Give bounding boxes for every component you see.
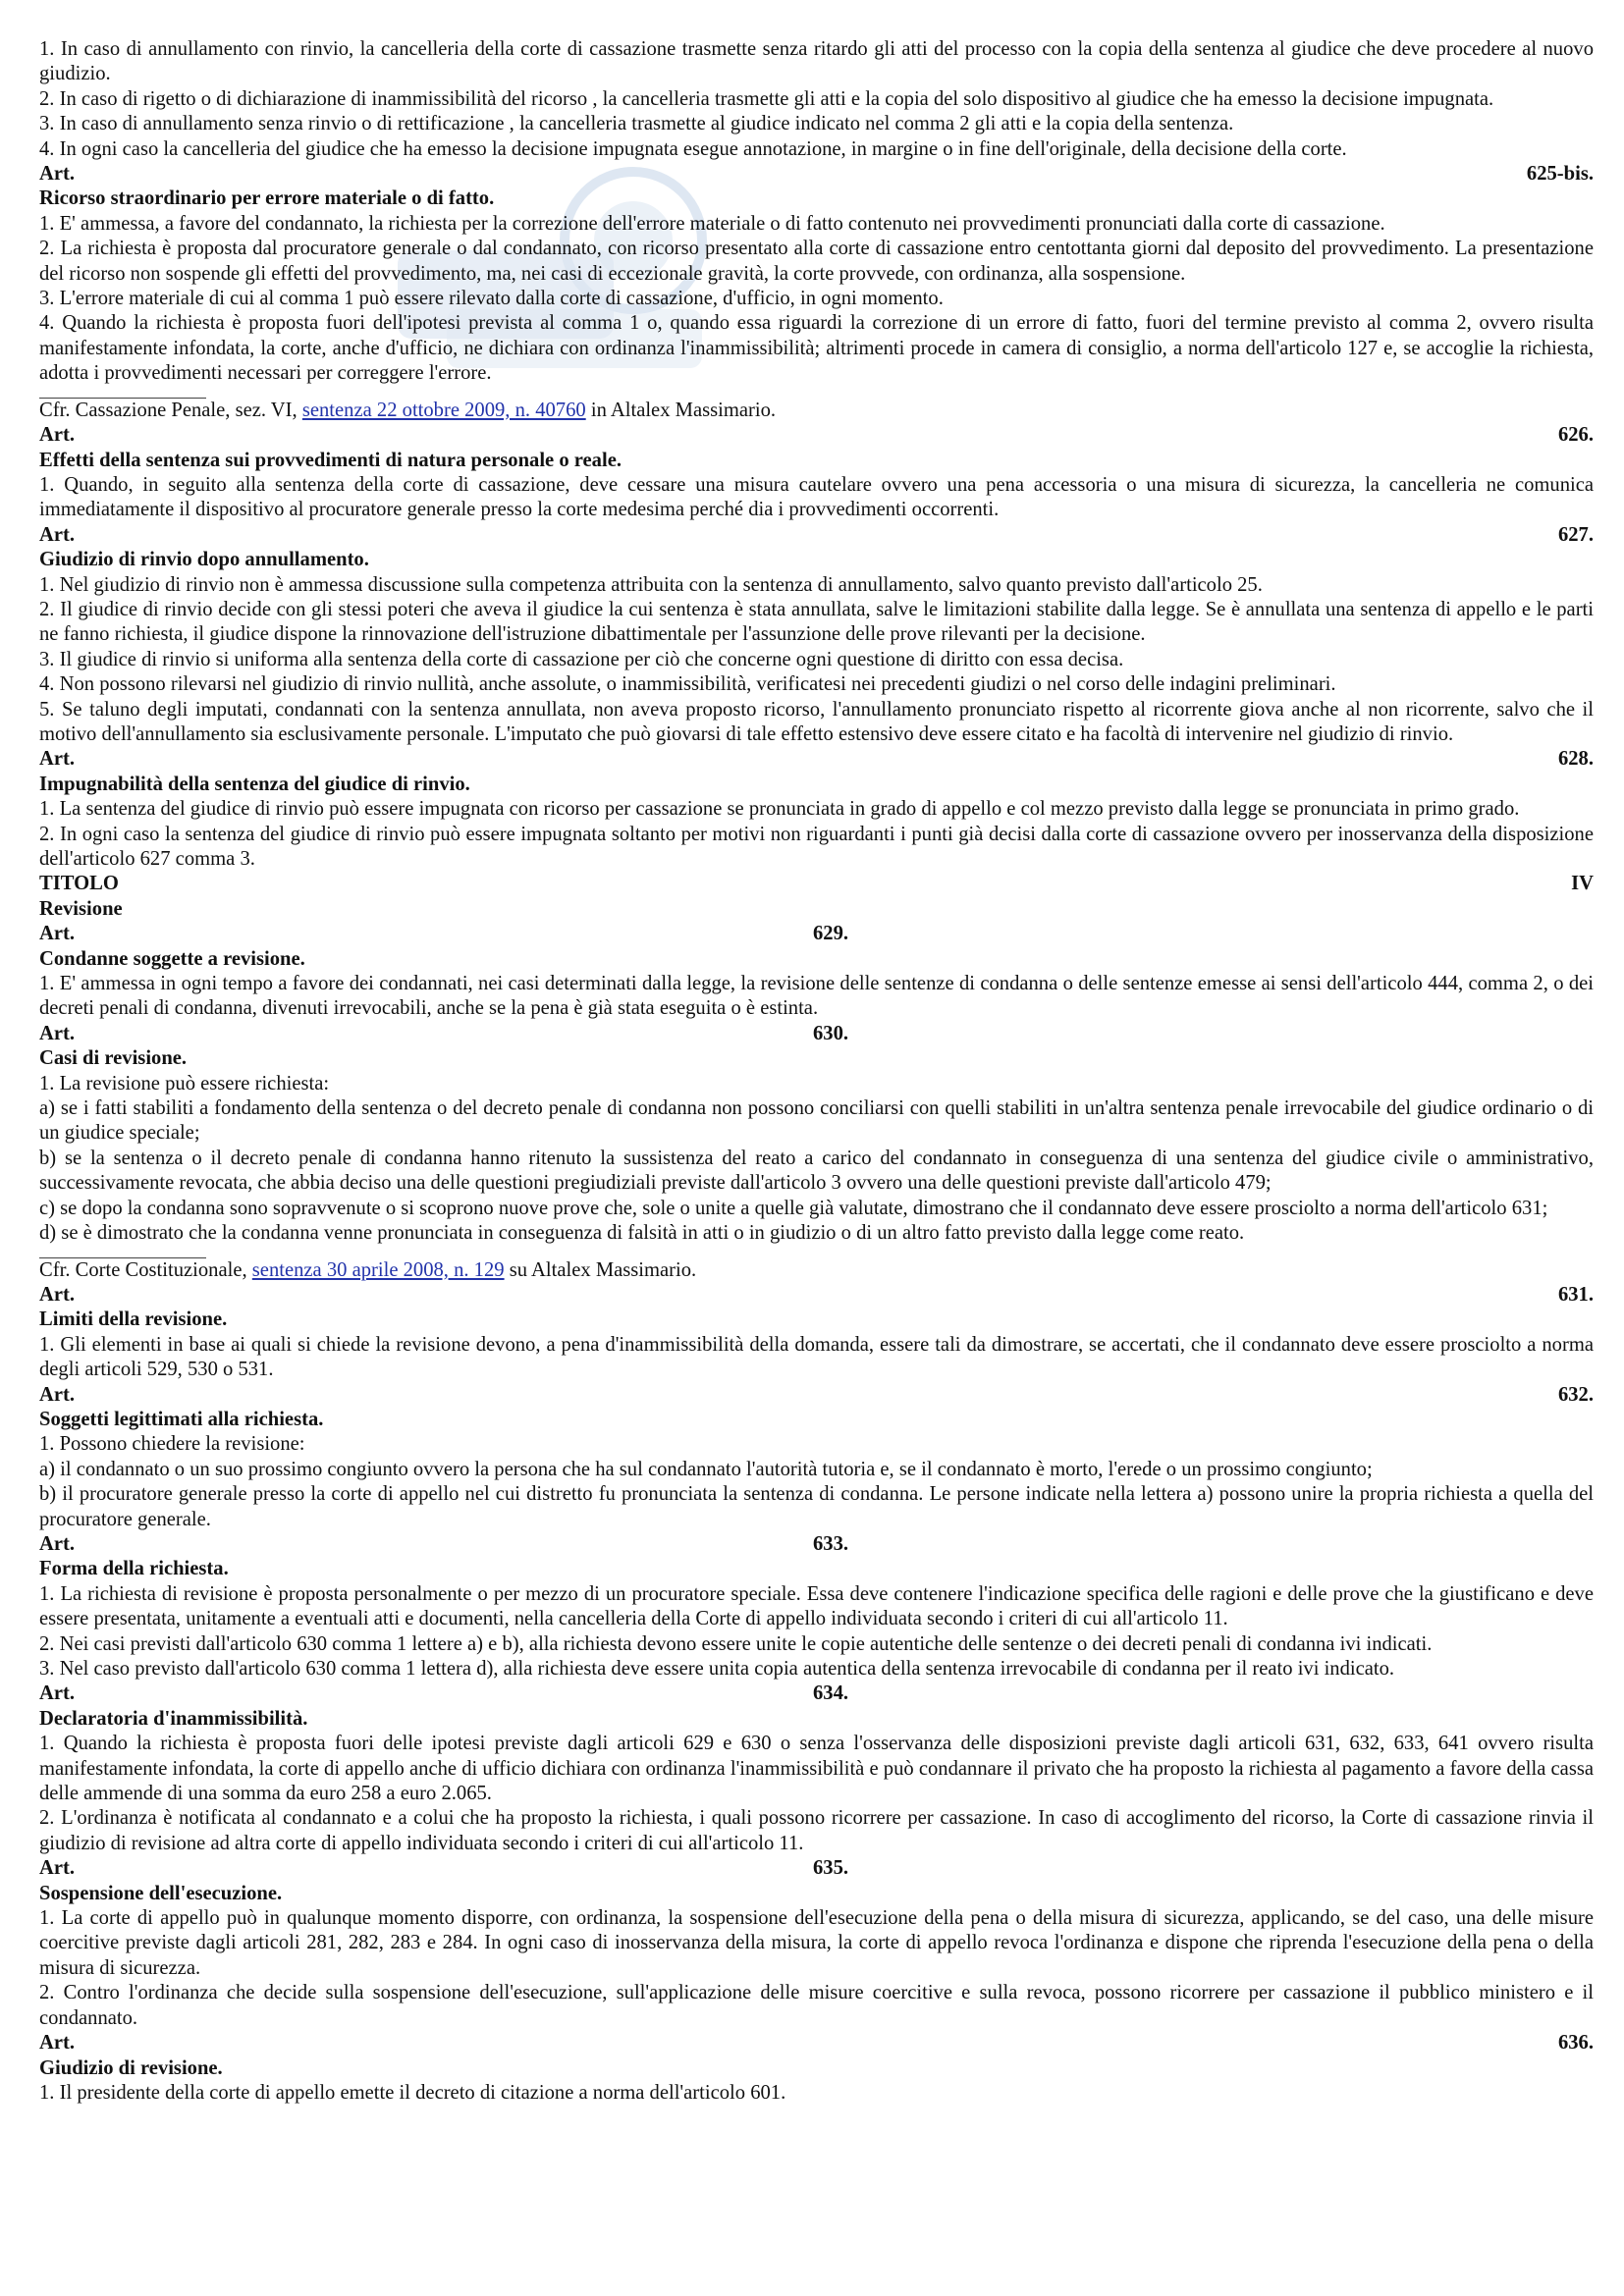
paragraph: 2. Contro l'ordinanza che decide sulla sospensione dell'esecuzione, sull'applicazione delle misure coercitive e sulla revoca, possono ricorrere per cassazione il pubblico ministero e il condannato. xyxy=(39,1982,1594,2029)
article-header xyxy=(39,423,1594,448)
article-title: Limiti della revisione. xyxy=(39,1308,228,1331)
article-number: 633. xyxy=(813,1532,849,1555)
article-title: Forma della richiesta. xyxy=(39,1558,229,1580)
paragraph: 1. Il presidente della corte di appello emette il decreto di citazione a norma dell'articolo 601. xyxy=(39,2081,786,2104)
article-number: 630. xyxy=(813,1022,849,1044)
article-number: 625-bis. xyxy=(1526,163,1594,186)
paragraph: 1. E' ammessa in ogni tempo a favore dei condannati, nei casi determinati dalla legge, la revisione delle sentenze di condanna o delle sentenze emesse ai sensi dell'articolo 444, comma 2, o dei decreti penali di condanna, divenuti irrevocabili, anche se la pena è già stata eseguita o è estinta. xyxy=(39,973,1594,1020)
article-number: 628. xyxy=(1557,748,1594,771)
article-number: 626. xyxy=(1557,424,1594,447)
article-header xyxy=(39,1682,1594,1706)
article-title: Sospensione dell'esecuzione. xyxy=(39,1882,283,1904)
article-title: Ricorso straordinario per errore materiale o di fatto. xyxy=(39,187,495,210)
paragraph: 1. Quando, in seguito alla sentenza della corte di cassazione, deve cessare una misura cautelare ovvero una pena accessoria o una misura di sicurezza, la cancelleria ne comunica immediatamente il dispositivo al procuratore generale presso la corte medesima perché dia i provvedimenti occorrenti. xyxy=(39,473,1594,521)
citation-prefix: Cfr. Corte Costituzionale, xyxy=(39,1258,247,1281)
article-title: Soggetti legittimati alla richiesta. xyxy=(39,1408,324,1430)
article-title: Effetti della sentenza sui provvedimenti di natura personale o reale. xyxy=(39,449,622,471)
paragraph: 1. La revisione può essere richiesta: xyxy=(39,1072,330,1095)
article-header xyxy=(39,922,1594,946)
article-header xyxy=(39,1022,1594,1046)
paragraph: 2. Il giudice di rinvio decide con gli stessi poteri che aveva il giudice la cui sentenza è stata annullata, salve le limitazioni stabilite dalla legge. Se è annullata una sentenza di appello e le parti ne fanno richiesta, il giudice dispone la rinnovazione dell'istruzione dibattimentale per l'assunzione delle prove rilevanti per la decisione. xyxy=(39,598,1594,646)
paragraph: 1. Possono chiedere la revisione: xyxy=(39,1433,305,1456)
article-number: 632. xyxy=(1557,1383,1594,1406)
paragraph: b) il procuratore generale presso la corte di appello nel cui distretto fu pronunciata la sentenza di condanna. Le persone indicate nella lettera a) possono unire la propria richiesta a quella del procuratore generale. xyxy=(39,1483,1594,1530)
article-label: Art. xyxy=(39,523,76,546)
article-label: Art. xyxy=(39,1682,76,1705)
article-header xyxy=(39,2031,1594,2056)
title-label: TITOLO xyxy=(39,873,119,895)
article-label: Art. xyxy=(39,1857,76,1880)
citation-link[interactable]: sentenza 30 aprile 2008, n. 129 xyxy=(251,1258,505,1281)
citation-link[interactable]: sentenza 22 ottobre 2009, n. 40760 xyxy=(301,399,586,421)
article-label: Art. xyxy=(39,1532,76,1555)
article-header xyxy=(39,1532,1594,1557)
paragraph: a) il condannato o un suo prossimo congiunto ovvero la persona che ha sul condannato l'autorità tutoria e, se il condannato è morto, l'erede o un prossimo congiunto; xyxy=(39,1458,1373,1480)
article-label: Art. xyxy=(39,163,76,186)
citation-suffix: su Altalex Massimario. xyxy=(509,1258,697,1281)
article-number: 636. xyxy=(1557,2032,1594,2055)
citation-suffix: in Altalex Massimario. xyxy=(590,399,777,421)
paragraph: a) se i fatti stabiliti a fondamento della sentenza o del decreto penale di condanna non possono conciliarsi con quelli stabiliti in un'altra sentenza penale irrevocabile del giudice ordinario o di un giudice speciale; xyxy=(39,1097,1594,1145)
article-number: 629. xyxy=(813,923,849,945)
article-title: Impugnabilità della sentenza del giudice di rinvio. xyxy=(39,773,470,795)
article-header xyxy=(39,523,1594,548)
paragraph: 1. La sentenza del giudice di rinvio può essere impugnata con ricorso per cassazione se pronunciata in grado di appello e col mezzo previsto dalla legge se pronunciata in primo grado. xyxy=(39,798,1520,821)
article-header xyxy=(39,162,1594,187)
paragraph: 1. Nel giudizio di rinvio non è ammessa discussione sulla competenza attribuita con la sentenza di annullamento, salvo quanto previsto dall'articolo 25. xyxy=(39,573,1263,596)
citation-note xyxy=(39,399,1594,423)
article-title: Casi di revisione. xyxy=(39,1047,188,1070)
article-title: Condanne soggette a revisione. xyxy=(39,947,305,970)
article-number: 631. xyxy=(1557,1283,1594,1306)
title-header xyxy=(39,872,1594,896)
article-label: Art. xyxy=(39,1022,76,1044)
paragraph: 3. L'errore materiale di cui al comma 1 può essere rilevato dalla corte di cassazione, d'ufficio, in ogni momento. xyxy=(39,288,944,310)
paragraph: 3. In caso di annullamento senza rinvio o di rettificazione , la cancelleria trasmette al giudice indicato nel comma 2 gli atti e la copia della sentenza. xyxy=(39,113,1234,135)
paragraph: 2. L'ordinanza è notificata al condannato e a colui che ha proposto la richiesta, i quali possono ricorrere per cassazione. In caso di accoglimento del ricorso, la Corte di cassazione rinvia il giudizio di revisione ad altra corte di appello individuata secondo i criteri di cui all'articolo 11. xyxy=(39,1807,1594,1854)
paragraph: c) se dopo la condanna sono sopravvenute o si scoprono nuove prove che, sole o unite a quelle già valutate, dimostrano che il condannato deve essere prosciolto a norma dell'articolo 631; xyxy=(39,1197,1548,1219)
article-header xyxy=(39,1383,1594,1408)
paragraph: 2. Nei casi previsti dall'articolo 630 comma 1 lettere a) e b), alla richiesta devono essere unite le copie autentiche delle sentenze o dei decreti penali di condanna ivi indicati. xyxy=(39,1632,1433,1655)
art-625-body xyxy=(39,37,1594,162)
paragraph: 1. La richiesta di revisione è proposta personalmente o per mezzo di un procuratore speciale. Essa deve contenere l'indicazione specifica delle ragioni e delle prove che la giustificano e deve essere presentata, unitamente a eventuali atti e documenti, nella cancelleria della Corte di appello individuata secondo i criteri di cui all'articolo 11. xyxy=(39,1582,1594,1630)
paragraph: 4. Non possono rilevarsi nel giudizio di rinvio nullità, anche assolute, o inammissibilità, verificatesi nei precedenti giudizi o nel corso delle indagini preliminari. xyxy=(39,673,1336,696)
paragraph: d) se è dimostrato che la condanna venne pronunciata in conseguenza di falsità in atti o in giudizio o di un altro fatto previsto dalla legge come reato. xyxy=(39,1222,1245,1245)
article-label: Art. xyxy=(39,748,76,771)
article-header xyxy=(39,1856,1594,1881)
article-title: Giudizio di rinvio dopo annullamento. xyxy=(39,549,369,571)
article-label: Art. xyxy=(39,1383,76,1406)
paragraph: 3. Il giudice di rinvio si uniforma alla sentenza della corte di cassazione per ciò che concerne ogni questione di diritto con essa decisa. xyxy=(39,648,1124,670)
paragraph: b) se la sentenza o il decreto penale di condanna hanno ritenuto la sussistenza del reato a carico del condannato in conseguenza di una sentenza del giudice civile o amministrativo, successivamente revocata, che abbia deciso una delle questioni pregiudiziali previste dall'articolo 3 ovvero una delle questioni previste dall'articolo 479; xyxy=(39,1147,1594,1195)
article-label: Art. xyxy=(39,923,76,945)
article-title: Giudizio di revisione. xyxy=(39,2056,223,2079)
paragraph: 2. La richiesta è proposta dal procuratore generale o dal condannato, con ricorso presentato alla corte di cassazione entro centottanta giorni dal deposito del provvedimento. La presentazione del ricorso non sospende gli effetti del provvedimento, ma, nei casi di eccezionale gravità, la corte provvede, con ordinanza, alla sospensione. xyxy=(39,238,1594,285)
title-name: Revisione xyxy=(39,897,123,920)
article-label: Art. xyxy=(39,2032,76,2055)
paragraph: 3. Nel caso previsto dall'articolo 630 comma 1 lettera d), alla richiesta deve essere unita copia autentica della sentenza irrevocabile di condanna per il reato ivi indicato. xyxy=(39,1658,1395,1680)
paragraph: 1. La corte di appello può in qualunque momento disporre, con ordinanza, la sospensione dell'esecuzione della pena o della misura di sicurezza, applicando, se del caso, una delle misure coercitive previste dagli articoli 281, 282, 283 e 284. In ogni caso di inosservanza della misura, la corte di appello revoca l'ordinanza e dispone che riprenda l'esecuzione della pena o della misura di sicurezza. xyxy=(39,1907,1594,1979)
paragraph: 4. In ogni caso la cancelleria del giudice che ha emesso la decisione impugnata esegue annotazione, in margine o in fine dell'originale, della decisione della corte. xyxy=(39,137,1347,160)
title-number: IV xyxy=(1571,873,1594,895)
article-number: 634. xyxy=(813,1682,849,1705)
article-label: Art. xyxy=(39,1283,76,1306)
article-number: 627. xyxy=(1557,523,1594,546)
article-header xyxy=(39,747,1594,772)
document-page xyxy=(39,37,1594,2106)
paragraph: 5. Se taluno degli imputati, condannati con la sentenza annullata, non aveva proposto ricorso, l'annullamento pronunciato rispetto al ricorrente giova anche al non ricorrente, salvo che il motivo dell'annullamento sia esclusivamente personale. L'imputato che può giovarsi di tale effetto estensivo deve essere citato e ha facoltà di intervenire nel giudizio di rinvio. xyxy=(39,698,1594,745)
paragraph: 4. Quando la richiesta è proposta fuori dell'ipotesi prevista al comma 1 o, quando essa riguardi la correzione di un errore di fatto, fuori del termine previsto al comma 2, ovvero risulta manifestamente infondata, la corte, anche d'ufficio, ne dichiara con ordinanza l'inammissibilità; altrimenti procede in camera di consiglio, a norma dell'articolo 127 e, se accoglie la richiesta, adotta i provvedimenti necessari per correggere l'errore. xyxy=(39,312,1594,385)
citation-note xyxy=(39,1258,1594,1283)
paragraph: 1. Gli elementi in base ai quali si chiede la revisione devono, a pena d'inammissibilità della domanda, essere tali da dimostrare, se accertati, che il condannato deve essere prosciolto a norma degli articoli 529, 530 o 531. xyxy=(39,1333,1594,1381)
citation-prefix: Cfr. Cassazione Penale, sez. VI, xyxy=(39,399,298,421)
article-title: Declaratoria d'inammissibilità. xyxy=(39,1707,308,1730)
article-label: Art. xyxy=(39,424,76,447)
paragraph: 2. In caso di rigetto o di dichiarazione di inammissibilità del ricorso , la cancelleria trasmette gli atti e la copia del solo dispositivo al giudice che ha emesso la decisione impugnata. xyxy=(39,87,1494,110)
paragraph: 2. In ogni caso la sentenza del giudice di rinvio può essere impugnata soltanto per motivi non riguardanti i punti già decisi dalla corte di cassazione ovvero per inosservanza della disposizione dell'articolo 627 comma 3. xyxy=(39,823,1594,870)
article-number: 635. xyxy=(813,1857,849,1880)
paragraph: 1. In caso di annullamento con rinvio, la cancelleria della corte di cassazione trasmette senza ritardo gli atti del processo con la copia della sentenza al giudice che deve procedere al nuovo giudizio. xyxy=(39,38,1594,85)
article-header xyxy=(39,1283,1594,1308)
paragraph: 1. Quando la richiesta è proposta fuori delle ipotesi previste dagli articoli 629 e 630 o senza l'osservanza delle disposizioni previste dagli articoli 631, 632, 633, 641 ovvero risulta manifestamente infondata, la corte di appello anche di ufficio dichiara con ordinanza l'inammissibilità e può condannare il privato che ha proposto la richiesta al pagamento a favore della cassa delle ammende di una somma da euro 258 a euro 2.065. xyxy=(39,1733,1594,1805)
paragraph: 1. E' ammessa, a favore del condannato, la richiesta per la correzione dell'errore materiale o di fatto contenuto nei provvedimenti pronunciati dalla corte di cassazione. xyxy=(39,212,1385,235)
